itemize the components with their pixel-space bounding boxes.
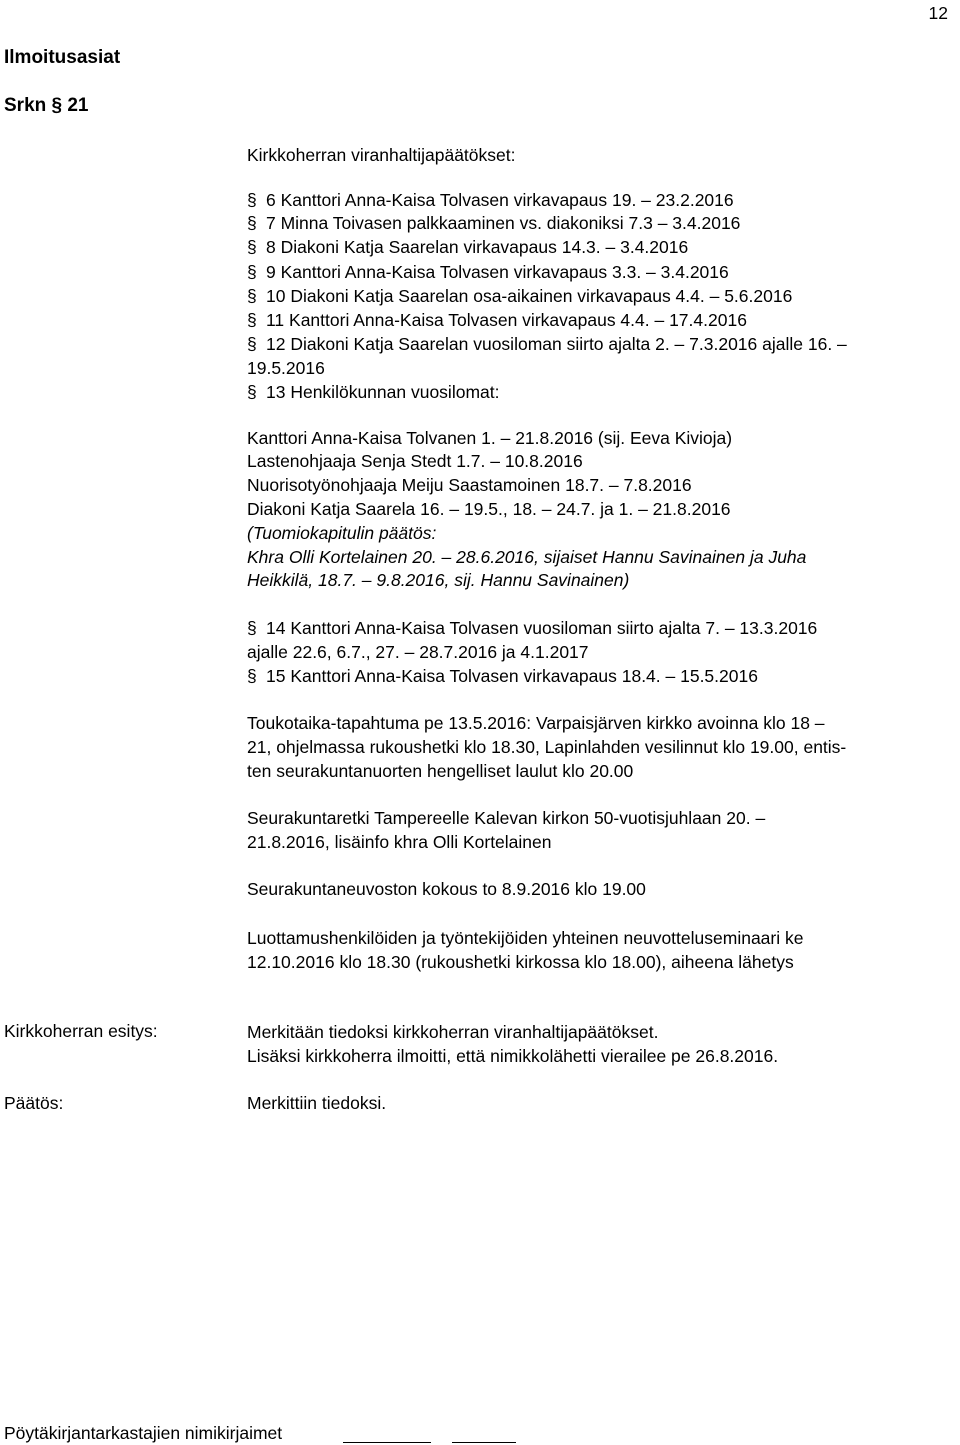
- vacation-line: Lastenohjaaja Senja Stedt 1.7. – 10.8.2016: [247, 451, 583, 471]
- paragraph-reference: Srkn § 21: [4, 95, 89, 116]
- section-sign-icon: §: [247, 310, 257, 330]
- decision-item: § 10 Diakoni Katja Saarelan osa-aikainen virkavapaus 4.4. – 5.6.2016: [247, 286, 793, 306]
- section-title: Ilmoitusasiat: [4, 47, 121, 68]
- announcement-paragraph: Seurakuntaneuvoston kokous to 8.9.2016 klo 19.00: [247, 879, 646, 899]
- decision-item: § 9 Kanttori Anna-Kaisa Tolvasen virkavapaus 3.3. – 3.4.2016: [247, 262, 729, 282]
- decision-text: Merkittiin tiedoksi.: [247, 1093, 387, 1113]
- section-sign-icon: §: [247, 286, 257, 306]
- announcement-paragraph: Seurakuntaretki Tampereelle Kalevan kirkon 50-vuotisjuhlaan 20. – 21.8.2016, lisäinfo khra Olli Kortelainen: [247, 808, 766, 852]
- section-sign-icon: §: [247, 190, 257, 210]
- signature-line: [452, 1442, 516, 1443]
- decisions-heading: Kirkkoherran viranhaltijapäätökset:: [247, 145, 516, 165]
- announcement-paragraph: Toukotaika-tapahtuma pe 13.5.2016: Varpaisjärven kirkko avoinna klo 18 – 21, ohjelmassa rukoushetki klo 18.30, Lapinlahden vesilinnut klo 19.00, entis- ten seurakuntanuorten hengelliset laulut klo 20.00: [247, 713, 847, 781]
- footer-initials-label: Pöytäkirjantarkastajien nimikirjaimet: [4, 1423, 283, 1443]
- section-sign-icon: §: [247, 618, 257, 638]
- vacation-line: Kanttori Anna-Kaisa Tolvanen 1. – 21.8.2016 (sij. Eeva Kivioja): [247, 428, 733, 448]
- signature-line: [343, 1442, 431, 1443]
- section-sign-icon: §: [247, 237, 257, 257]
- vacation-line: Diakoni Katja Saarela 16. – 19.5., 18. – 24.7. ja 1. – 21.8.2016: [247, 499, 731, 519]
- decision-item: § 8 Diakoni Katja Saarelan virkavapaus 14.3. – 3.4.2016: [247, 237, 689, 257]
- decision-item: § 6 Kanttori Anna-Kaisa Tolvasen virkavapaus 19. – 23.2.2016: [247, 190, 734, 210]
- decision-item: § 14 Kanttori Anna-Kaisa Tolvasen vuosiloman siirto ajalta 7. – 13.3.2016: [247, 618, 818, 638]
- chapter-decision-line: (Tuomiokapitulin päätös:: [247, 523, 437, 543]
- decision-continuation: ajalle 22.6, 6.7., 27. – 28.7.2016 ja 4.1.2017: [247, 642, 589, 662]
- chapter-decision-line: Khra Olli Kortelainen 20. – 28.6.2016, sijaiset Hannu Savinainen ja Juha: [247, 547, 807, 567]
- section-sign-icon: §: [247, 213, 257, 233]
- section-sign-icon: §: [247, 334, 257, 354]
- decision-continuation: 19.5.2016: [247, 358, 325, 378]
- vacation-line: Nuorisotyönohjaaja Meiju Saastamoinen 18.7. – 7.8.2016: [247, 475, 692, 495]
- proposal-text: Merkitään tiedoksi kirkkoherran viranhaltijapäätökset. Lisäksi kirkkoherra ilmoitti, että nimikkolähetti vierailee pe 26.8.2016.: [247, 1022, 779, 1066]
- decision-item: § 15 Kanttori Anna-Kaisa Tolvasen virkavapaus 18.4. – 15.5.2016: [247, 666, 758, 686]
- section-sign-icon: §: [247, 666, 257, 686]
- decision-item: § 12 Diakoni Katja Saarelan vuosiloman siirto ajalta 2. – 7.3.2016 ajalle 16. –: [247, 334, 847, 354]
- decision-item: § 7 Minna Toivasen palkkaaminen vs. diakoniksi 7.3 – 3.4.2016: [247, 213, 741, 233]
- page-number: 12: [928, 3, 948, 23]
- announcement-paragraph: Luottamushenkilöiden ja työntekijöiden yhteinen neuvotteluseminaari ke 12.10.2016 klo 18.30 (rukoushetki kirkossa klo 18.00), aiheena lähetys: [247, 928, 804, 972]
- chapter-decision-line: Heikkilä, 18.7. – 9.8.2016, sij. Hannu Savinainen): [247, 570, 630, 590]
- decision-item: § 13 Henkilökunnan vuosilomat:: [247, 382, 500, 402]
- section-sign-icon: §: [247, 262, 257, 282]
- proposal-label: Kirkkoherran esitys:: [4, 1021, 158, 1041]
- decision-item: § 11 Kanttori Anna-Kaisa Tolvasen virkavapaus 4.4. – 17.4.2016: [247, 310, 747, 330]
- section-sign-icon: §: [247, 382, 257, 402]
- decision-label: Päätös:: [4, 1093, 64, 1113]
